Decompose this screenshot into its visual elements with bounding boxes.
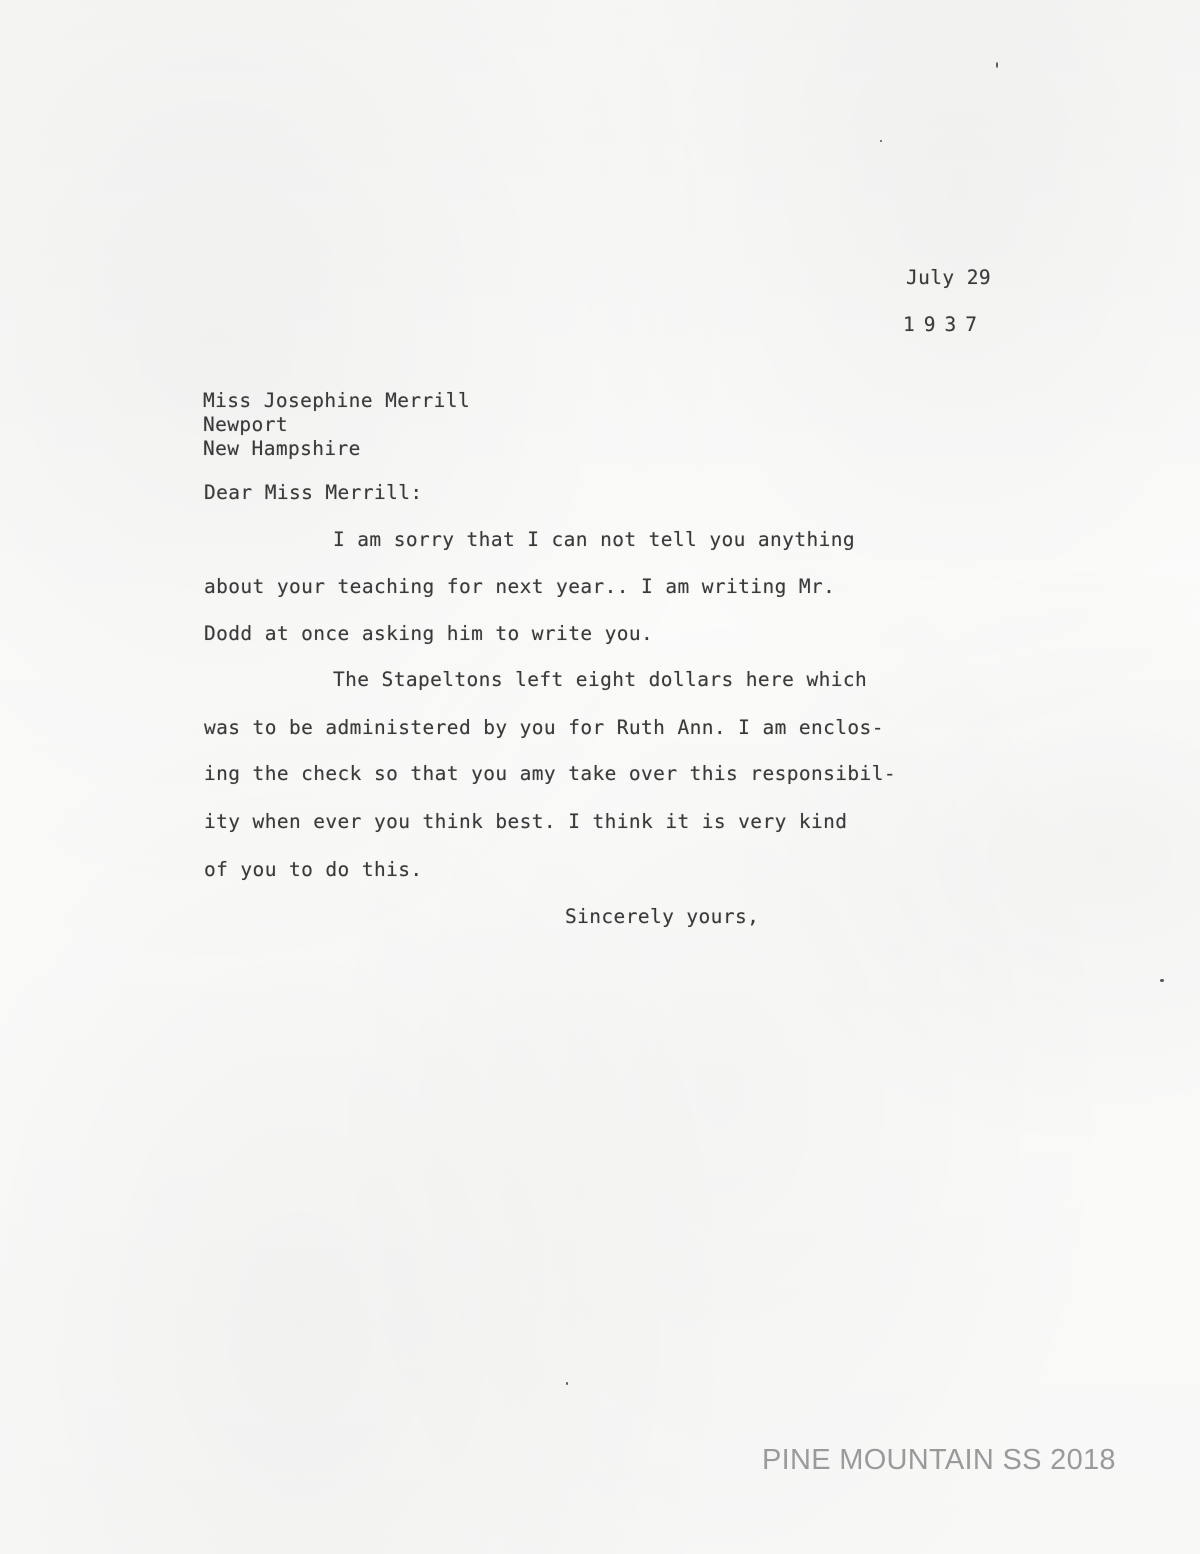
recipient-state: New Hampshire: [203, 437, 361, 460]
body-line: I am sorry that I can not tell you anything: [333, 528, 856, 551]
body-line: about your teaching for next year.. I am writing Mr.: [204, 575, 836, 598]
paper-speck: [1160, 979, 1164, 982]
body-line: Dodd at once asking him to write you.: [204, 622, 654, 645]
letter-year: 1937: [903, 313, 986, 336]
recipient-name: Miss Josephine Merrill: [203, 389, 471, 412]
watermark: PINE MOUNTAIN SS 2018: [762, 1444, 1116, 1476]
recipient-city: Newport: [203, 413, 288, 436]
paper-speck: [996, 62, 998, 68]
salutation: Dear Miss Merrill:: [204, 481, 423, 504]
body-line: ing the check so that you amy take over this responsibil-: [204, 762, 896, 785]
body-line: was to be administered by you for Ruth Ann. I am enclos-: [204, 716, 884, 739]
closing: Sincerely yours,: [565, 905, 760, 928]
body-line: The Stapeltons left eight dollars here which: [333, 668, 868, 691]
body-line: of you to do this.: [204, 858, 423, 881]
paper-speck: [566, 1382, 568, 1385]
letter-date: July 29: [906, 266, 991, 289]
body-line: ity when ever you think best. I think it is very kind: [204, 810, 848, 833]
paper-speck: [880, 140, 882, 142]
